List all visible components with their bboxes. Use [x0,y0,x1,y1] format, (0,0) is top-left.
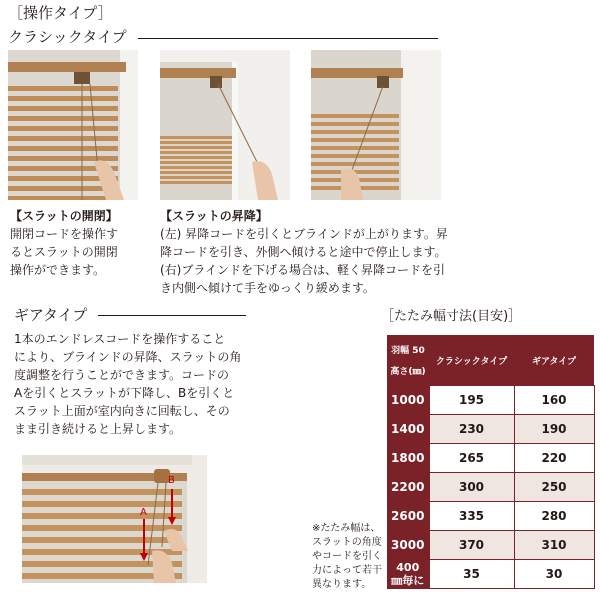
table-row [387,531,594,560]
classic-type-title: クラシックタイプ [8,28,127,46]
table-row [387,502,594,531]
classic-cell: 195 [429,386,514,415]
corner-header-bottom: 高さ(㎜) [390,367,426,378]
gear-cell: 30 [514,560,594,589]
fold-width-table [387,335,595,589]
gear-cell: 220 [514,444,594,473]
gear-cell: 250 [514,473,594,502]
cord-b-label: B [168,475,175,486]
cord-a-label: A [140,507,147,518]
slat-lift-left-photo [160,50,290,200]
slat-lift-right-photo [311,50,441,200]
gear-title-rule [98,315,246,316]
table-corner-header [387,335,429,386]
classic-cell: 35 [429,560,514,589]
slat-open-description: 開閉コードを操作す るとスラットの開閉 操作ができます。 [10,227,119,277]
operation-heading: ［操作タイプ］ [8,4,113,22]
slat-lift-title: 【スラットの昇降】 [160,209,268,223]
table-row [387,386,594,415]
gear-type-illustration [22,455,207,583]
gear-column-header: ギアタイプ [514,335,594,386]
height-cell: 2200 [387,473,429,502]
table-row [387,415,594,444]
height-cell: 1400 [387,415,429,444]
classic-column-header: クラシックタイプ [429,335,514,386]
classic-cell: 265 [429,444,514,473]
gear-cell: 160 [514,386,594,415]
classic-cell: 335 [429,502,514,531]
height-cell: 1000 [387,386,429,415]
slat-open-photo [8,50,138,200]
classic-cell: 370 [429,531,514,560]
table-row [387,473,594,502]
height-cell: 400 ㎜毎に [387,560,429,589]
fold-table-title: ［たたみ幅寸法(目安)］ [381,309,522,324]
height-cell: 1800 [387,444,429,473]
height-cell: 2600 [387,502,429,531]
gear-cell: 280 [514,502,594,531]
slat-lift-description: (左) 昇降コードを引くとブラインドが上がります。昇 降コードを引き、外側へ傾けると途中で停止します。 (右)ブラインドを下げる場合は、軽く昇降コードを引 き内側へ傾けて手をゆっくり緩めます。 [160,227,448,295]
classic-title-rule [138,38,438,39]
corner-header-top: 羽幅 50 [391,346,425,357]
fold-table-note: ※たたみ幅は、 スラットの角度 やコードを引く 力によって若干 異なります。 [312,523,382,590]
gear-cell: 190 [514,415,594,444]
gear-type-title: ギアタイプ [14,306,88,324]
gear-type-description: 1本のエンドレスコードを操作すること により、ブラインドの昇降、スラットの角 度調整を行うことができます。コードの Aを引くとスラットが下降し、Bを引くと スラット上面が室内向きに回転し、その まま引き続けると上昇します。 [14,332,242,436]
slat-lift-right-illustration [311,50,441,200]
slat-open-title: 【スラットの開閉】 [10,209,118,223]
classic-cell: 230 [429,415,514,444]
table-row [387,560,594,589]
table-row [387,444,594,473]
height-cell: 3000 [387,531,429,560]
gear-cell: 310 [514,531,594,560]
slat-lift-left-illustration [160,50,290,200]
slat-open-illustration [8,50,138,200]
gear-type-photo [22,455,207,583]
classic-cell: 300 [429,473,514,502]
